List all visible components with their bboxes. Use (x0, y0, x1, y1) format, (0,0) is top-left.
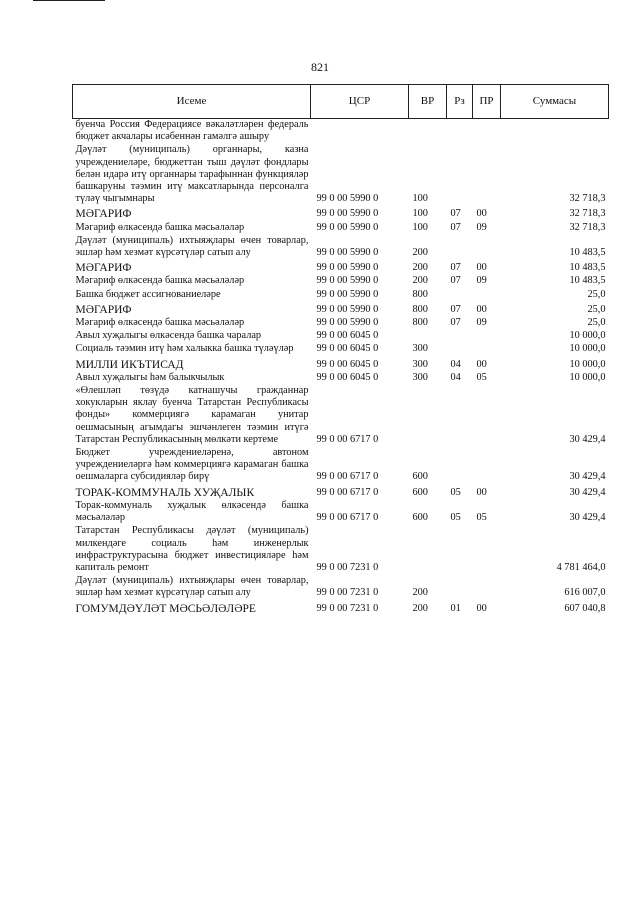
table-row (73, 206, 609, 221)
row-rz-code: 07 (450, 303, 461, 315)
row-sum: 25,0 (587, 317, 606, 329)
row-pr-code (473, 343, 501, 356)
row-csr-code: 99 0 00 5990 0 (316, 317, 379, 329)
row-sum: 4 781 464,0 (556, 561, 606, 573)
row-vr-code: 800 (412, 317, 428, 329)
row-vr-code: 100 (412, 221, 428, 233)
row-vr-code: 100 (412, 193, 428, 205)
row-csr-code (311, 119, 409, 145)
row-sum: 10 000,0 (569, 343, 606, 355)
header-csr: ЦСР (311, 85, 409, 119)
row-csr-code: 99 0 00 5990 0 (316, 193, 379, 205)
header-name: Исеме (73, 85, 311, 119)
row-sum: 10 483,5 (569, 275, 606, 287)
row-name: Социаль тәэмин итү һәм халыкка башка түләүләр (75, 343, 294, 355)
row-pr-code: 00 (476, 358, 487, 370)
header-vr: ВР (409, 85, 447, 119)
row-rz-code: 05 (450, 486, 461, 498)
row-rz-code: 04 (450, 358, 461, 370)
table-row (73, 343, 609, 356)
row-rz-code (447, 235, 473, 260)
row-sum: 616 007,0 (564, 587, 606, 599)
row-rz-code: 07 (450, 275, 461, 287)
table-row (73, 235, 609, 260)
row-pr-code (473, 447, 501, 485)
row-name: Авыл хуҗалыгы өлкәсендә башка чаралар (75, 330, 262, 342)
row-csr-code: 99 0 00 5990 0 (316, 247, 379, 259)
row-csr-code: 99 0 00 6717 0 (316, 471, 379, 483)
row-pr-code (473, 235, 501, 260)
row-name: ТОРАК-КОММУНАЛЬ ХУҖАЛЫК (75, 486, 255, 499)
row-name: Мәгариф өлкәсендә башка мәсьәләләр (75, 221, 245, 233)
row-csr-code: 99 0 00 5990 0 (316, 208, 379, 220)
table-row (73, 357, 609, 372)
row-sum: 10 000,0 (569, 358, 606, 370)
row-pr-code: 00 (476, 303, 487, 315)
row-name: МИЛЛИ ИКЪТИСАД (75, 358, 184, 371)
row-vr-code (409, 525, 447, 575)
row-csr-code: 99 0 00 6717 0 (316, 433, 379, 445)
row-pr-code (473, 144, 501, 206)
row-vr-code (409, 119, 447, 145)
row-rz-code: 01 (450, 602, 461, 614)
page-number: 821 (311, 60, 329, 74)
row-sum: 10 000,0 (569, 371, 606, 383)
table-row (73, 260, 609, 275)
row-csr-code: 99 0 00 7231 0 (316, 587, 379, 599)
header-pr: ПР (473, 85, 501, 119)
row-csr-code: 99 0 00 6045 0 (316, 358, 379, 370)
row-name: Мәгариф өлкәсендә башка мәсьәләләр (75, 275, 245, 287)
table-row (73, 119, 609, 145)
row-pr-code (473, 330, 501, 343)
row-name: Торак-коммуналь хуҗалык өлкәсендә башка мәсьәләләр (75, 499, 309, 524)
row-vr-code: 200 (412, 262, 428, 274)
row-vr-code: 800 (412, 288, 428, 300)
row-csr-code: 99 0 00 5990 0 (316, 303, 379, 315)
row-vr-code: 600 (412, 471, 428, 483)
row-sum: 25,0 (587, 288, 606, 300)
row-vr-code: 300 (412, 343, 428, 355)
row-sum: 30 429,4 (569, 512, 606, 524)
row-sum: 30 429,4 (569, 433, 606, 445)
row-name: Бюджет учреждениеләренә, автоном учреждениеләргә һәм коммерциягә карамаган башка оешмаларга субсидияләр бирү (75, 447, 309, 483)
row-pr-code (473, 575, 501, 600)
row-pr-code: 00 (476, 602, 487, 614)
table-row (73, 302, 609, 317)
table-row (73, 222, 609, 235)
row-name: Дәүләт (муниципаль) ихтыяҗлары өчен товарлар, эшләр һәм хезмәт күрсәтүләр сатып алу (75, 234, 309, 259)
row-sum (501, 119, 609, 145)
row-name: МӘГАРИФ (75, 262, 132, 275)
row-csr-code: 99 0 00 6045 0 (316, 371, 379, 383)
row-vr-code: 100 (412, 208, 428, 220)
top-rule (33, 0, 105, 1)
row-pr-code: 00 (476, 486, 487, 498)
row-pr-code (473, 385, 501, 447)
row-vr-code: 300 (412, 371, 428, 383)
row-name: МӘГАРИФ (75, 208, 132, 221)
row-vr-code: 600 (412, 512, 428, 524)
row-name: МӘГАРИФ (75, 303, 132, 316)
table-row (73, 330, 609, 343)
row-vr-code: 200 (412, 247, 428, 259)
row-sum: 30 429,4 (569, 486, 606, 498)
row-vr-code: 200 (412, 587, 428, 599)
header-sum: Суммасы (501, 85, 609, 119)
row-name: Башка бюджет ассигнованиеләре (75, 288, 221, 300)
row-pr-code: 09 (476, 221, 487, 233)
row-pr-code: 00 (476, 208, 487, 220)
row-sum: 30 429,4 (569, 471, 606, 483)
row-vr-code: 600 (412, 486, 428, 498)
row-sum: 10 000,0 (569, 330, 606, 342)
row-csr-code: 99 0 00 6045 0 (316, 343, 379, 355)
row-csr-code: 99 0 00 6717 0 (316, 512, 379, 524)
row-sum: 10 483,5 (569, 262, 606, 274)
table-row (73, 385, 609, 447)
row-pr-code: 09 (476, 317, 487, 329)
row-pr-code: 05 (476, 512, 487, 524)
row-rz-code: 07 (450, 317, 461, 329)
row-rz-code: 05 (450, 512, 461, 524)
table-row (73, 500, 609, 525)
row-pr-code (473, 289, 501, 302)
row-csr-code: 99 0 00 5990 0 (316, 288, 379, 300)
row-name: Мәгариф өлкәсендә башка мәсьәләләр (75, 317, 245, 329)
row-pr-code (473, 525, 501, 575)
row-pr-code: 05 (476, 371, 487, 383)
row-pr-code: 00 (476, 262, 487, 274)
table-row (73, 485, 609, 500)
row-sum: 32 718,3 (569, 193, 606, 205)
row-csr-code: 99 0 00 6717 0 (316, 486, 379, 498)
row-csr-code: 99 0 00 6045 0 (316, 330, 379, 342)
row-rz-code (447, 343, 473, 356)
row-rz-code (447, 330, 473, 343)
row-csr-code: 99 0 00 5990 0 (316, 262, 379, 274)
table-row (73, 275, 609, 288)
table-row (73, 575, 609, 600)
row-csr-code: 99 0 00 7231 0 (316, 602, 379, 614)
row-sum: 32 718,3 (569, 221, 606, 233)
row-vr-code: 300 (412, 358, 428, 370)
row-rz-code (447, 289, 473, 302)
row-name: Авыл хуҗалыгы һәм балыкчылык (75, 371, 225, 383)
row-csr-code: 99 0 00 7231 0 (316, 561, 379, 573)
row-sum: 25,0 (587, 303, 606, 315)
row-sum: 10 483,5 (569, 247, 606, 259)
row-vr-code (409, 385, 447, 447)
row-rz-code (447, 525, 473, 575)
row-rz-code: 04 (450, 371, 461, 383)
row-vr-code: 800 (412, 303, 428, 315)
row-rz-code: 07 (450, 208, 461, 220)
row-rz-code (447, 144, 473, 206)
table-row (73, 447, 609, 485)
row-csr-code: 99 0 00 5990 0 (316, 221, 379, 233)
row-csr-code: 99 0 00 5990 0 (316, 275, 379, 287)
row-sum: 32 718,3 (569, 208, 606, 220)
row-sum: 607 040,8 (564, 602, 606, 614)
row-name: «Өлешләп төзүдә катнашучы гражданнар хокукларын яклау буенча Татарстан Республикасы фонды» коммерциягә карамаган унитар оешмасының агымдагы эшчәнлеген тәэмин итүгә Татарстан Республикасының мөлкәти кертеме (75, 385, 309, 445)
header-rz: Рз (447, 85, 473, 119)
table-row (73, 289, 609, 302)
row-rz-code (447, 385, 473, 447)
row-name: Дәүләт (муниципаль) органнары, казна учреждениеләре, бюджеттан тыш дәүләт фондлары белән идарә итү органнары тарафыннан функцияләр башкаруны тәэмин итү максатларында персоналга түләү чыгымнары (75, 144, 309, 205)
row-rz-code (447, 119, 473, 145)
table-body (73, 119, 609, 616)
table-row (73, 372, 609, 385)
row-name: Дәүләт (муниципаль) ихтыяҗлары өчен товарлар, эшләр һәм хезмәт күрсәтүләр сатып алу (75, 575, 309, 599)
row-vr-code (409, 330, 447, 343)
row-name: Татарстан Республикасы дәүләт (муниципаль) милкендәге социаль һәм инженерлык инфраструктурасына бюджет инвестицияләре һәм капиталь ремонт (75, 525, 309, 573)
row-pr-code: 09 (476, 275, 487, 287)
row-rz-code (447, 575, 473, 600)
row-rz-code: 07 (450, 262, 461, 274)
table-row (73, 601, 609, 616)
row-pr-code (473, 119, 501, 145)
table-row (73, 317, 609, 330)
row-name: буенча Россия Федерациясе вәкаләтләрен федераль бюджет акчалары исәбеннән гамәлгә ашыру (75, 119, 309, 143)
table-header-row (73, 85, 609, 119)
row-rz-code (447, 447, 473, 485)
row-rz-code: 07 (450, 221, 461, 233)
row-vr-code: 200 (412, 275, 428, 287)
row-vr-code: 200 (412, 602, 428, 614)
table-row (73, 525, 609, 575)
row-name: ГОМУМДӘҮЛӘТ МӘСЬӘЛӘЛӘРЕ (75, 602, 256, 615)
table-row (73, 144, 609, 206)
budget-table (72, 84, 609, 616)
